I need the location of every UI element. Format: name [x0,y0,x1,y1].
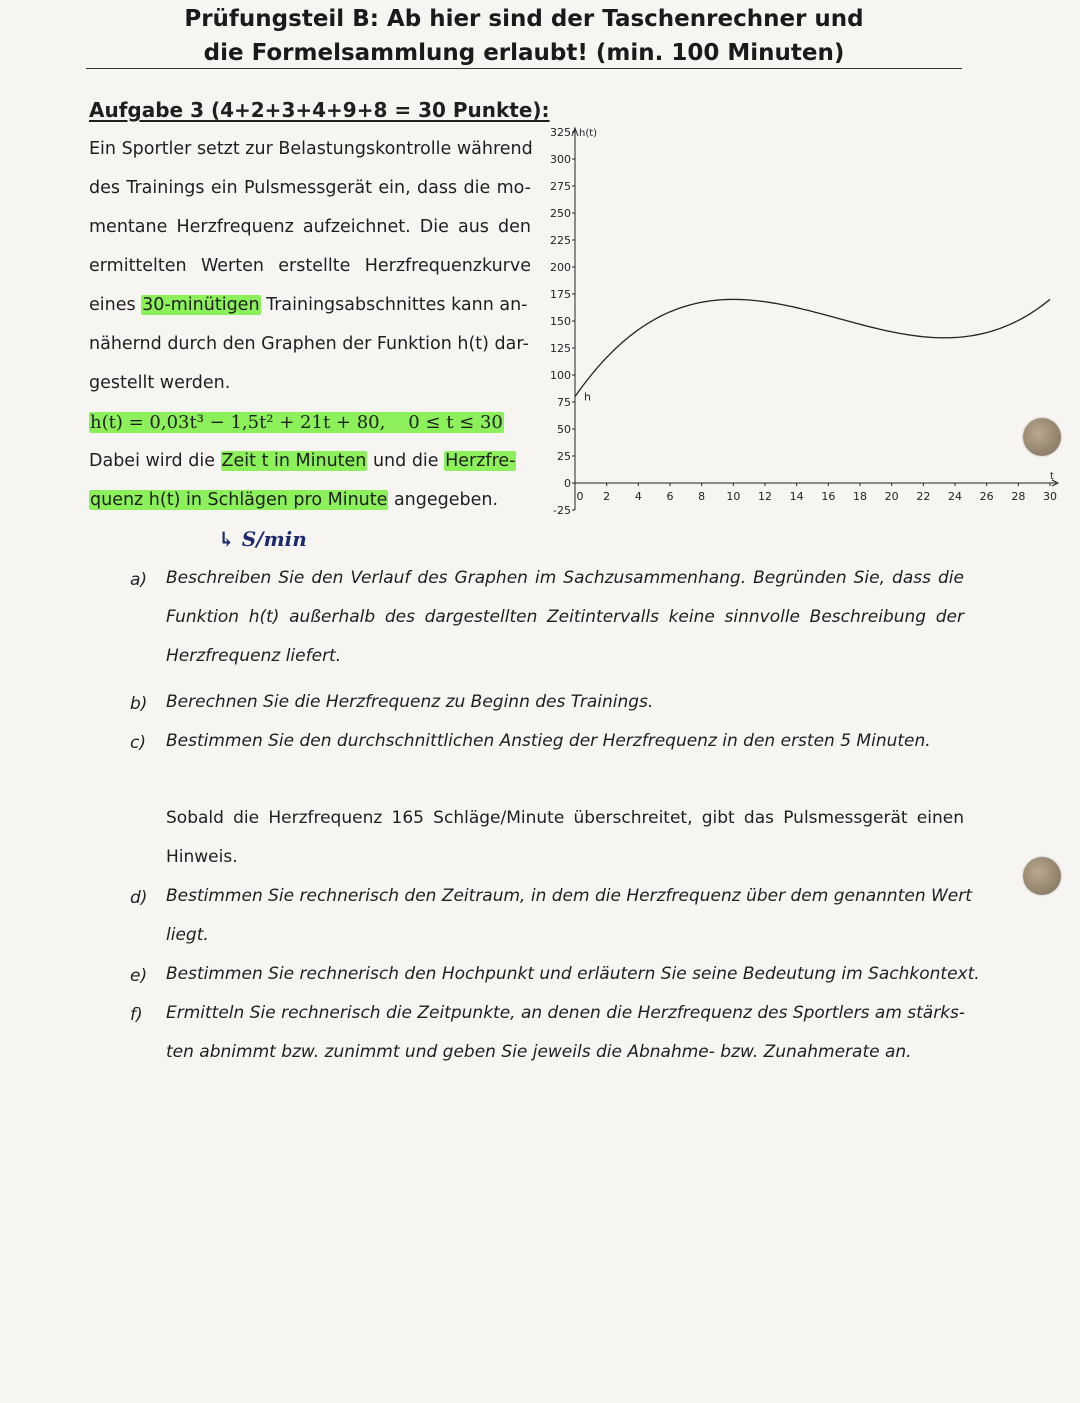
question-label: a) [130,570,148,590]
intro-line: gestellt werden. [89,373,231,393]
intro-line: des Trainings ein Pulsmessgerät ein, dass die mo- [89,178,531,198]
y-tick-label: 275 [550,180,571,193]
question-text: Bestimmen Sie rechnerisch den Hochpunkt und erläutern Sie seine Bedeutung im Sachkontext. [166,964,980,984]
hook-arrow-icon: ↳ [218,527,235,551]
question-text: ten abnimmt bzw. zunimmt und geben Sie jeweils die Abnahme- bzw. Zunahmerate an. [166,1042,912,1062]
x-tick-label: 30 [1043,490,1057,503]
intro-text: Trainingsabschnittes kann an- [260,295,528,315]
intro-text: und die [367,451,445,471]
question-text: Berechnen Sie die Herzfrequenz zu Beginn des Trainings. [166,692,654,712]
intro-text: angegeben. [388,490,499,510]
x-tick-label: 26 [979,490,994,503]
intro-line: nähernd durch den Graphen der Funktion h(t) dar- [89,334,529,354]
question-label: e) [130,966,148,986]
question-text: Funktion h(t) außerhalb des dargestellten Zeitintervalls keine sinnvolle Beschreibung der [166,607,964,627]
x-tick-label: 0 [576,490,584,503]
x-tick-label: 20 [884,490,899,503]
question-text: Herzfrequenz liefert. [166,646,342,666]
formula-line [89,403,531,442]
x-tick-label: 4 [634,490,642,503]
x-tick-label: 18 [853,490,867,503]
intro-text: eines [89,295,142,315]
header-line-2: die Formelsammlung erlaubt! (min. 100 Minuten) [203,40,845,66]
question-label: f) [130,1005,143,1025]
y-tick-label: 325 [550,126,571,139]
question-text: liegt. [166,925,209,945]
x-tick-label: 6 [666,490,674,503]
question-label: c) [130,733,146,753]
highlighted-time-unit: Zeit t in Minuten [221,451,367,471]
punch-hole-bottom [1023,857,1061,895]
curve-label: h [584,390,591,404]
task-title: Aufgabe 3 (4+2+3+4+9+8 = 30 Punkte): [89,98,550,122]
y-tick-label: 175 [550,288,571,301]
y-tick-label: 200 [550,261,571,274]
question-text: Beschreiben Sie den Verlauf des Graphen im Sachzusammenhang. Begründen Sie, dass die [166,568,964,588]
question-text: Bestimmen Sie den durchschnittlichen Anstieg der Herzfrequenz in den ersten 5 Minuten. [166,731,931,751]
task-intro [89,130,531,520]
y-tick-label: 50 [557,423,571,436]
info-text: Sobald die Herzfrequenz 165 Schläge/Minute überschreitet, gibt das Pulsmessgerät einen [166,808,964,828]
x-tick-label: 16 [821,490,836,503]
highlighted-duration: 30-minütigen [142,295,260,315]
handwritten-note [218,527,307,551]
punch-hole-top [1023,418,1061,456]
intro-line [89,442,531,481]
intro-line: Ein Sportler setzt zur Belastungskontrolle während [89,139,533,159]
y-tick-label: 0 [564,477,571,490]
y-tick-label: 100 [550,369,571,382]
question-text: Ermitteln Sie rechnerisch die Zeitpunkte, an denen die Herzfrequenz des Sportlers am stärks- [166,1003,966,1023]
y-tick-label: 250 [550,207,571,220]
y-tick-label: 75 [557,396,571,409]
question-text: Bestimmen Sie rechnerisch den Zeitraum, in dem die Herzfrequenz über dem genannten Wert [166,886,972,906]
x-tick-label: 10 [726,490,741,503]
header-divider [86,68,962,69]
y-tick-label: 125 [550,342,571,355]
x-tick-label: 2 [603,490,611,503]
heart-rate-chart [540,118,1060,518]
handwritten-note-text: S/min [241,527,307,551]
series-line-h [575,299,1050,396]
intro-line: ermittelten Werten erstellte Herzfrequenzkurve [89,256,531,276]
function-formula [89,412,504,433]
question-label: b) [130,694,148,714]
intro-line: mentane Herzfrequenz aufzeichnet. Die aus den [89,217,531,237]
y-tick-label: -25 [553,504,571,517]
header-line-1: Prüfungsteil B: Ab hier sind der Taschenrechner und [184,6,864,32]
question-label: d) [130,888,148,908]
intro-line [89,286,531,325]
intro-line [89,481,531,520]
y-tick-label: 150 [550,315,571,328]
formula-text: h(t) = 0,03t³ − 1,5t² + 21t + 80, [90,412,386,433]
x-tick-label: 24 [948,490,962,503]
x-tick-label: 12 [758,490,772,503]
x-tick-label: 14 [789,490,804,503]
x-tick-label: 8 [698,490,706,503]
x-axis-label: t [1050,471,1054,482]
highlighted-heart-rate-unit: quenz h(t) in Schlägen pro Minute [90,490,388,510]
highlighted-heart-rate: Herzfre- [445,451,516,471]
domain-text: 0 ≤ t ≤ 30 [408,412,503,433]
x-tick-label: 22 [916,490,931,503]
y-tick-label: 300 [550,153,571,166]
y-tick-label: 25 [557,450,571,463]
exam-part-header [0,2,1048,70]
y-axis-label: h(t) [579,128,598,139]
x-tick-label: 28 [1011,490,1026,503]
y-tick-label: 225 [550,234,571,247]
intro-text: Dabei wird die [89,451,221,471]
info-text: Hinweis. [166,847,238,867]
